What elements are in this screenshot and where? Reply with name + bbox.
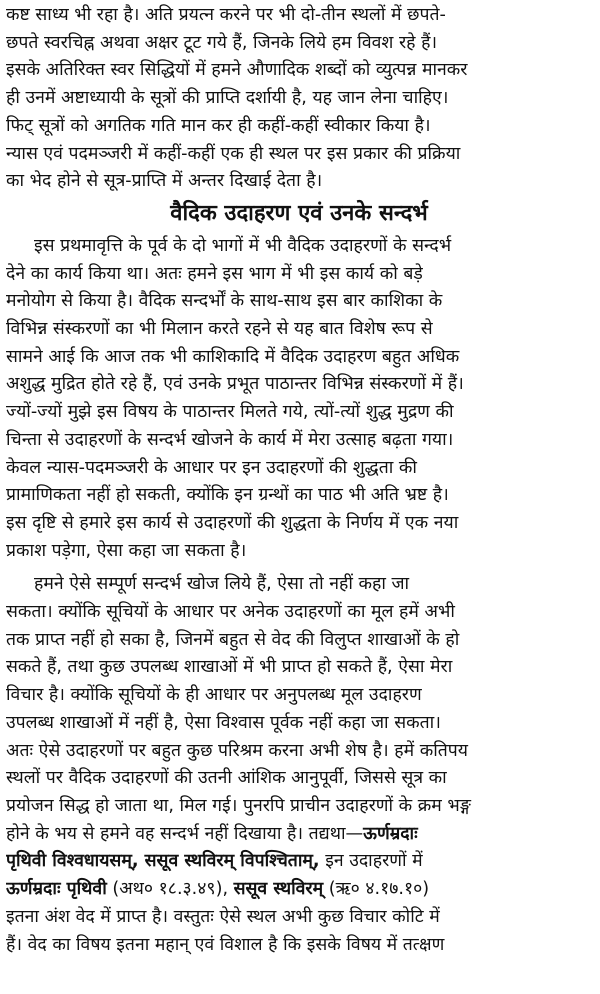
citation: (ऋ० ४.१७.१०) xyxy=(323,879,430,900)
text-line: प्रामाणिकता नहीं हो सकती, क्योंकि इन ग्रन्थों का पाठ भी अति भ्रष्ट है। xyxy=(6,485,449,506)
text-line: छपते स्वरचिह्न अथवा अक्षर टूट गये हैं, जिनके लिये हम विवश रहे हैं। xyxy=(6,32,438,53)
text-line: मनोयोग से किया है। वैदिक सन्दर्भों के साथ-साथ इस बार काशिका के xyxy=(6,291,443,312)
text-line: ही उनमें अष्टाध्यायी के सूत्रों की प्राप्ति दर्शायी है, यह जान लेना चाहिए। xyxy=(6,88,449,109)
text-line: ज्यों-ज्यों मुझे इस विषय के पाठान्तर मिलते गये, त्यों-त्यों शुद्ध मुद्रण की xyxy=(6,402,454,423)
text-line: सकता। क्योंकि सूचियों के आधार पर अनेक उदाहरणों का मूल हमें अभी xyxy=(6,602,455,623)
vedic-quote: पृथिवी विश्वधायसम्, ससूव स्थविरम् विपश्चिताम्, xyxy=(6,851,320,872)
text-line: अतः ऐसे उदाहरणों पर बहुत कुछ परिश्रम करना अभी शेष है। हमें कतिपय xyxy=(6,740,468,761)
text-line: तक प्राप्त नहीं हो सका है, जिनमें बहुत से वेद की विलुप्त शाखाओं के हो xyxy=(6,629,460,650)
section-heading: वैदिक उदाहरण एवं उनके सन्दर्भ xyxy=(170,200,428,226)
text-line: उपलब्ध शाखाओं में नहीं है, ऐसा विश्वास पूर्वक नहीं कहा जा सकता। xyxy=(6,712,441,733)
text-line xyxy=(6,848,592,876)
text-line xyxy=(6,821,592,849)
text-line: केवल न्यास-पदमञ्जरी के आधार पर इन उदाहरणों की शुद्धता की xyxy=(6,457,417,478)
vedic-quote: ससूव स्थविरम् xyxy=(233,879,324,900)
text-line: प्रयोजन सिद्ध हो जाता था, मिल गई। पुनरपि प्राचीन उदाहरणों के क्रम भङ्ग xyxy=(6,795,471,816)
text-line: न्यास एवं पदमञ्जरी में कहीं-कहीं एक ही स्थल पर इस प्रकार की प्रक्रिया xyxy=(6,143,461,164)
text-line: सामने आई कि आज तक भी काशिकादि में वैदिक उदाहरण बहुत अधिक xyxy=(6,346,460,367)
text-line: फिट् सूत्रों को अगतिक गति मान कर ही कहीं-कहीं स्वीकार किया है। xyxy=(6,115,431,136)
text-line: इस दृष्टि से हमारे इस कार्य से उदाहरणों की शुद्धता के निर्णय में एक नया xyxy=(6,512,459,533)
text-line: सकते हैं, तथा कुछ उपलब्ध शाखाओं में भी प्राप्त हो सकते हैं, ऐसा मेरा xyxy=(6,657,453,678)
vedic-quote: ऊर्णम्रदाः xyxy=(363,823,418,844)
text-line: प्रकाश पड़ेगा, ऐसा कहा जा सकता है। xyxy=(6,540,247,561)
text-line: चिन्ता से उदाहरणों के सन्दर्भ खोजने के कार्य में मेरा उत्साह बढ़ता गया। xyxy=(6,429,454,450)
text-segment: इन उदाहरणों में xyxy=(319,851,423,872)
text-line: हैं। वेद का विषय इतना महान् एवं विशाल है कि इसके विषय में तत्क्षण xyxy=(6,934,445,955)
text-line: का भेद होने से सूत्र-प्राप्ति में अन्तर दिखाई देता है। xyxy=(6,171,323,192)
text-line: विभिन्न संस्करणों का भी मिलान करते रहने से यह बात विशेष रूप से xyxy=(6,319,433,340)
text-line: स्थलों पर वैदिक उदाहरणों की उतनी आंशिक आनुपूर्वी, जिससे सूत्र का xyxy=(6,768,447,789)
text-line: देने का कार्य किया था। अतः हमने इस भाग में भी इस कार्य को बड़े xyxy=(6,263,423,284)
text-line: विचार है। क्योंकि सूचियों के ही आधार पर अनुपलब्ध मूल उदाहरण xyxy=(6,685,422,706)
text-segment: होने के भय से हमने वह सन्दर्भ नहीं दिखाया है। तद्यथा— xyxy=(6,823,364,844)
paragraph-2 xyxy=(6,233,592,565)
text-line: इसके अतिरिक्त स्वर सिद्धियों में हमने औणादिक शब्दों को व्युत्पन्न मानकर xyxy=(6,60,468,81)
text-line: हमने ऐसे सम्पूर्ण सन्दर्भ खोज लिये हैं, ऐसा तो नहीं कहा जा xyxy=(34,574,410,595)
text-line: अशुद्ध मुद्रित होते रहे हैं, एवं उनके प्रभूत पाठान्तर विभिन्न संस्करणों में हैं। xyxy=(6,374,464,395)
text-line: इस प्रथमावृत्ति के पूर्व के दो भागों में भी वैदिक उदाहरणों के सन्दर्भ xyxy=(34,235,452,256)
text-line xyxy=(6,876,592,904)
paragraph-3 xyxy=(6,571,592,959)
paragraph-1 xyxy=(6,2,592,196)
citation: (अथ० १८.३.४९), xyxy=(106,879,234,900)
text-line: कष्ट साध्य भी रहा है। अति प्रयत्न करने पर भी दो-तीन स्थलों में छपते- xyxy=(6,5,446,25)
text-line: इतना अंश वेद में प्राप्त है। वस्तुतः ऐसे स्थल अभी कुछ विचार कोटि में xyxy=(6,906,440,927)
vedic-quote: ऊर्णम्रदाः पृथिवी xyxy=(6,879,107,900)
